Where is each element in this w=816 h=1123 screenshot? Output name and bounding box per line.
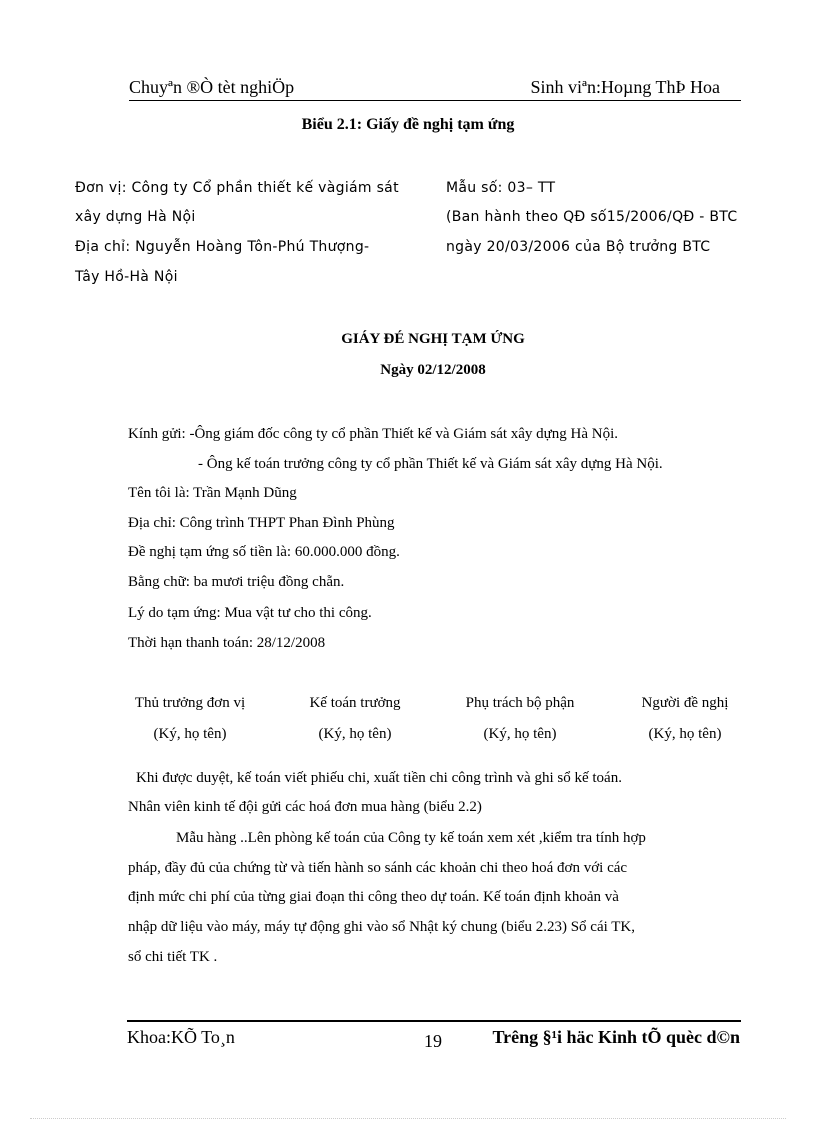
amount-in-words: Bằng chữ: ba mươi triệu đồng chẵn. xyxy=(128,574,345,590)
recipient-line-1: Kính gửi: -Ông giám đốc công ty cổ phần Thiết kế và Giám sát xây dựng Hà Nội. xyxy=(128,426,619,442)
advance-reason: Lý do tạm ứng: Mua vật tư cho thi công. xyxy=(128,605,372,621)
signature-role: Thủ trưởng đơn vị xyxy=(134,695,246,711)
signature-note: (Ký, họ tên) xyxy=(483,726,557,742)
unit-line-2: xây dựng Hà Nội xyxy=(75,209,196,225)
requester-address: Địa chỉ: Công trình THPT Phan Đình Phùng xyxy=(128,515,395,531)
header-right: Sinh viªn:Hoµng ThÞ Hoa xyxy=(530,77,720,97)
footer-left: Khoa:KÕ To¸n xyxy=(127,1027,235,1047)
advance-amount: Đề nghị tạm ứng số tiền là: 60.000.000 đồng. xyxy=(128,544,400,560)
unit-line-4: Tây Hồ-Hà Nội xyxy=(75,269,178,285)
paragraph-1-line-1: Khi được duyệt, kế toán viết phiếu chi, xuất tiền chi công trình và ghi sổ kế toán. xyxy=(136,770,622,786)
unit-line-1: Đơn vị: Công ty Cổ phần thiết kế vàgiám sát xyxy=(75,180,399,196)
form-line-1: Mẫu số: 03– TT xyxy=(446,180,556,196)
requester-name: Tên tôi là: Trần Mạnh Dũng xyxy=(128,485,297,501)
footer-right: Trêng §¹i häc Kinh tÕ quèc d©n xyxy=(492,1027,740,1047)
figure-caption: Biểu 2.1: Giấy đề nghị tạm ứng xyxy=(301,116,515,133)
paragraph-2-line-3: định mức chi phí của từng giai đoạn thi công theo dự toán. Kế toán định khoản và xyxy=(128,889,619,905)
document-title: GIÁY ĐÉ NGHỊ TẠM ỨNG xyxy=(341,331,525,347)
unit-line-3: Địa chỉ: Nguyễn Hoàng Tôn-Phú Thượng- xyxy=(75,239,370,255)
signature-role: Người đề nghị xyxy=(641,695,729,711)
form-line-3: ngày 20/03/2006 của Bộ trưởng BTC xyxy=(446,239,711,255)
page-number: 19 xyxy=(424,1031,442,1051)
signature-note: (Ký, họ tên) xyxy=(153,726,227,742)
document-date: Ngày 02/12/2008 xyxy=(380,362,486,378)
paragraph-2-line-1: Mẫu hàng ..Lên phòng kế toán của Công ty kế toán xem xét ,kiểm tra tính hợp xyxy=(176,830,646,846)
payment-deadline: Thời hạn thanh toán: 28/12/2008 xyxy=(128,635,326,651)
form-line-2: (Ban hành theo QĐ số15/2006/QĐ - BTC xyxy=(446,209,738,225)
paragraph-2-line-2: pháp, đầy đủ của chứng từ và tiến hành so sánh các khoản chi theo hoá đơn với các xyxy=(128,860,628,876)
signature-note: (Ký, họ tên) xyxy=(648,726,722,742)
signature-role: Kế toán trưởng xyxy=(309,695,401,711)
signature-role: Phụ trách bộ phận xyxy=(465,695,575,711)
signature-note: (Ký, họ tên) xyxy=(318,726,392,742)
paragraph-1-line-2: Nhân viên kinh tế đội gửi các hoá đơn mua hàng (biểu 2.2) xyxy=(128,799,482,815)
header-left: Chuyªn ®Ò tèt nghiÖp xyxy=(129,77,295,97)
paragraph-2-line-4: nhập dữ liệu vào máy, máy tự động ghi vào sổ Nhật ký chung (biểu 2.23) Sổ cái TK, xyxy=(128,919,636,935)
footer-rule xyxy=(127,1020,741,1022)
bottom-dotted-line xyxy=(30,1118,786,1119)
paragraph-2-line-5: sổ chi tiết TK . xyxy=(128,949,218,965)
header-rule xyxy=(129,100,741,101)
recipient-line-2: - Ông kế toán trưởng công ty cổ phần Thiết kế và Giám sát xây dựng Hà Nội. xyxy=(198,456,663,472)
